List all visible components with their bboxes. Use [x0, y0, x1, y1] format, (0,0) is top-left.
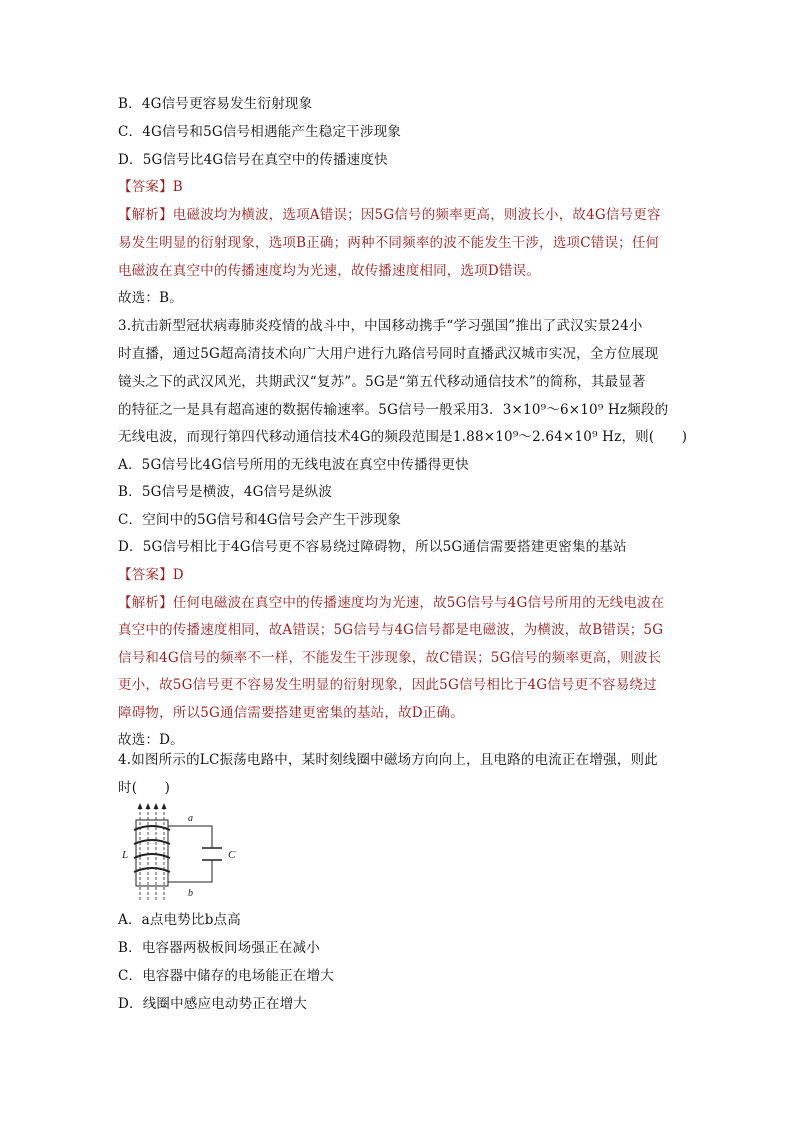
q2-analysis-line: 【解析】电磁波均为横波，选项A错误；因5G信号的频率更高，则波长小，故4G信号更容	[118, 207, 661, 223]
q3-conclusion: 故选：D。	[118, 732, 184, 748]
q4-option-b: B．电容器两极板间场强正在减小	[118, 940, 320, 956]
lc-circuit-diagram	[120, 800, 250, 920]
q3-option-b: B．5G信号是横波，4G信号是纵波	[118, 484, 333, 500]
label-c: C	[228, 849, 236, 861]
q4-option-a: A．a点电势比b点高	[118, 912, 241, 928]
circuit-wires	[168, 826, 212, 882]
label-l: L	[122, 849, 129, 861]
q3-analysis-line: 信号和4G信号的频率不一样，不能发生干涉现象，故C错误；5G信号的频率更高，则波长	[118, 650, 662, 666]
q3-option-d: D．5G信号相比于4G信号更不容易绕过障碍物，所以5G通信需要搭建更密集的基站	[118, 539, 627, 555]
q3-stem-line: 3.抗击新型冠状病毒肺炎疫情的战斗中，中国移动携手“学习强国”推出了武汉实景24小	[118, 318, 643, 334]
q4-stem-line: 4.如图所示的LC振荡电路中，某时刻线圈中磁场方向向上，且电路的电流正在增强，则此	[118, 752, 658, 768]
q4-option-d: D．线圈中感应电动势正在增大	[118, 996, 308, 1012]
coil-windings	[134, 826, 170, 872]
q3-stem-line: 时直播，通过5G超高清技术向广大用户进行九路信号同时直播武汉城市实况，全方位展现	[118, 346, 659, 362]
q3-option-c: C．空间中的5G信号和4G信号会产生干涉现象	[118, 512, 401, 528]
q2-conclusion: 故选：B。	[118, 290, 183, 306]
q2-option-c: C．4G信号和5G信号相遇能产生稳定干涉现象	[118, 124, 401, 140]
label-a: a	[188, 813, 193, 824]
q3-stem-line: 无线电波，而现行第四代移动通信技术4G的频段范围是1.88×10⁹～2.64×10⁹ Hz，则( )	[118, 429, 688, 445]
q2-answer: 【答案】B	[118, 179, 183, 195]
label-b: b	[188, 888, 193, 899]
field-arrow-icon	[138, 803, 167, 809]
q2-analysis-line: 电磁波在真空中的传播速度均为光速，故传播速度相同，选项D错误。	[118, 263, 541, 279]
q2-option-d: D．5G信号比4G信号在真空中的传播速度快	[118, 152, 388, 168]
q4-stem-line: 时( )	[118, 780, 171, 796]
capacitor-plates	[202, 848, 222, 860]
q3-analysis-line: 【解析】任何电磁波在真空中的传播速度均为光速，故5G信号与4G信号所用的无线电波在	[118, 595, 665, 611]
q3-stem-line: 的特征之一是具有超高速的数据传输速率。5G信号一般采用3．3×10⁹～6×10⁹ Hz频段的	[118, 402, 669, 418]
q2-analysis-line: 易发生明显的衍射现象，选项B正确；两种不同频率的波不能发生干涉，选项C错误；任何	[118, 235, 660, 251]
q3-analysis-line: 真空中的传播速度相同，故A错误；5G信号与4G信号都是电磁波，为横波，故B错误；5G	[118, 622, 664, 638]
q3-option-a: A．5G信号比4G信号所用的无线电波在真空中传播得更快	[118, 457, 469, 473]
q3-analysis-line: 更小，故5G信号更不容易发生明显的衍射现象，因此5G信号相比于4G信号更不容易绕过	[118, 677, 657, 693]
q3-analysis-line: 障碍物，所以5G通信需要搭建更密集的基站，故D正确。	[118, 705, 464, 721]
q3-answer: 【答案】D	[118, 567, 184, 583]
q2-option-b: B．4G信号更容易发生衍射现象	[118, 96, 313, 112]
q4-option-c: C．电容器中储存的电场能正在增大	[118, 968, 335, 984]
q3-stem-line: 镜头之下的武汉风光，共期武汉“复苏”。5G是“第五代移动通信技术”的简称，其最显著	[118, 374, 646, 390]
